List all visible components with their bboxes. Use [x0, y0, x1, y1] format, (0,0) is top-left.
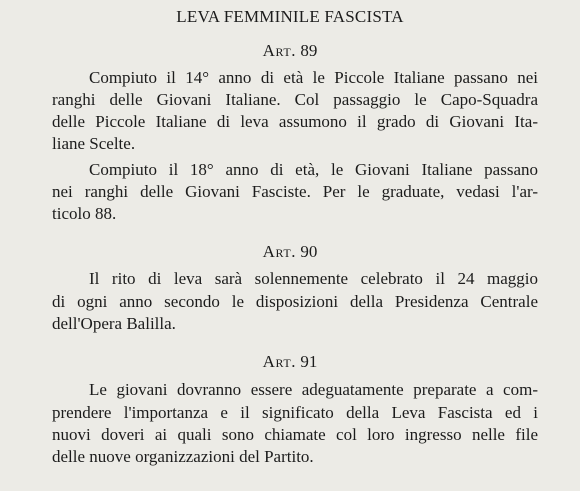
- text-line: Le giovani dovranno essere adeguatamente preparate a com-: [89, 380, 538, 399]
- article-91-heading: [0, 352, 580, 372]
- text-line: prendere l'importanza e il significato della Leva Fascista ed i: [52, 403, 538, 422]
- text-line: ticolo 88.: [52, 204, 117, 223]
- text-line: Il rito di leva sarà solennemente celebrato il 24 maggio: [89, 269, 538, 288]
- article-label: Art.: [262, 41, 297, 60]
- text-line: di ogni anno secondo le disposizioni della Presidenza Centrale: [52, 292, 538, 311]
- text-line: nei ranghi delle Giovani Fasciste. Per le graduate, vedasi l'ar-: [52, 182, 538, 201]
- text-line: ranghi delle Giovani Italiane. Col passaggio le Capo-Squadra: [52, 90, 538, 109]
- text-line: Compiuto il 14° anno di età le Piccole Italiane passano nei: [89, 68, 538, 87]
- document-title: LEVA FEMMINILE FASCISTA: [176, 7, 404, 26]
- article-number: 90: [300, 242, 318, 261]
- text-line: nuovi doveri ai quali sono chiamate col loro ingresso nelle file: [52, 425, 538, 444]
- article-label: Art.: [262, 242, 297, 261]
- text-line: delle Piccole Italiane di leva assumono il grado di Giovani Ita-: [52, 112, 538, 131]
- article-number: 91: [300, 352, 318, 371]
- text-line: delle nuove organizzazioni del Partito.: [52, 447, 314, 466]
- text-line: liane Scelte.: [52, 134, 136, 153]
- article-label: Art.: [262, 352, 297, 371]
- text-line: Compiuto il 18° anno di età, le Giovani Italiane passano: [89, 160, 538, 179]
- article-number: 89: [300, 41, 318, 60]
- article-89-heading: [0, 41, 580, 61]
- article-90-heading: [0, 242, 580, 262]
- text-line: dell'Opera Balilla.: [52, 314, 176, 333]
